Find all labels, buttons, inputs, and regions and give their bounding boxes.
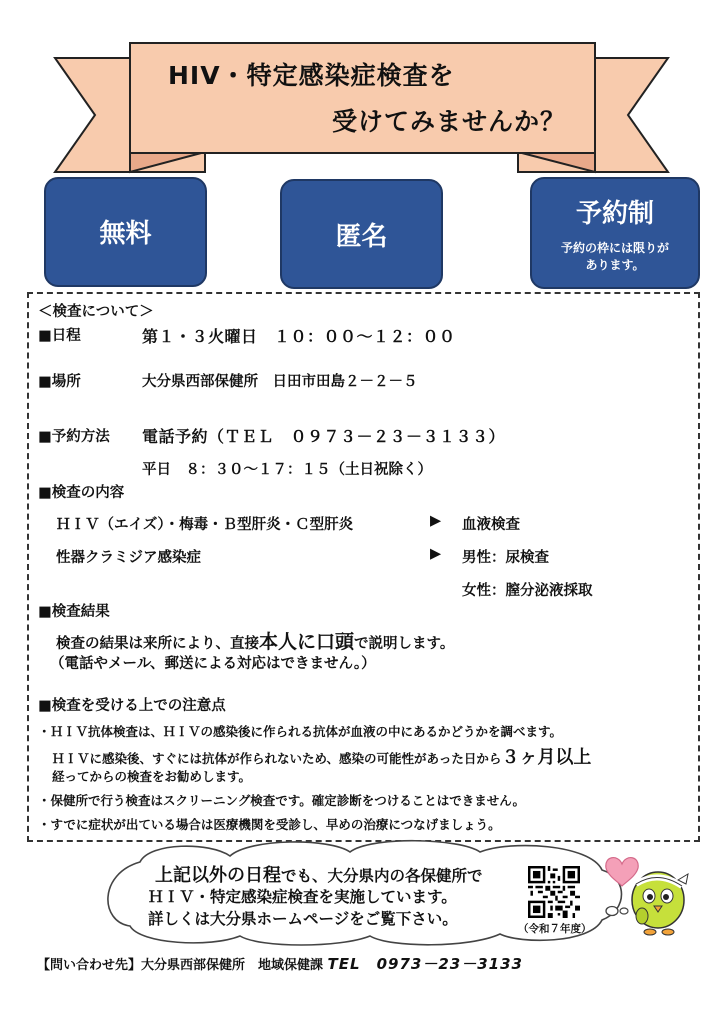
cloud-line-1-em: 上記以外の日程 <box>155 865 281 886</box>
reservation-hours: 平日 ８：３０～１７：１５（土日祝除く） <box>142 462 432 478</box>
results-line-1-b: で説明します。 <box>354 636 455 652</box>
place-value: 大分県西部保健所 日田市田島２－２－５ <box>142 374 418 390</box>
contact-label: 【問い合わせ先】大分県西部保健所 地域保健課 <box>37 958 324 973</box>
results-line-1-a: 検査の結果は来所により、直接 <box>56 636 259 652</box>
qr-code-icon[interactable] <box>528 866 580 918</box>
content-row3-right: 女性：膣分泌液採取 <box>462 583 593 599</box>
badge-free-label: 無料 <box>99 219 152 249</box>
note-3: ・保健所で行う検査はスクリーニング検査です。確定診断をつけることはできません。 <box>38 793 526 808</box>
badge-anonymous-label: 匿名 <box>335 222 388 252</box>
qr-caption: （令和７年度） <box>518 923 592 935</box>
title-line-1: HIV・特定感染症検査を <box>168 61 455 90</box>
results-label: ■検査結果 <box>38 604 110 620</box>
arrow-icon: ▶ <box>430 513 442 529</box>
content-row1-left: ＨＩＶ（エイズ）・梅毒・Ｂ型肝炎・Ｃ型肝炎 <box>56 517 354 533</box>
cloud-line-3: 詳しくは大分県ホームページをご覧下さい。 <box>148 910 458 928</box>
results-line-1-em: 本人に口頭 <box>259 631 355 653</box>
note-4: ・すでに症状が出ている場合は医療機関を受診し、早めの治療につなげましょう。 <box>38 817 501 832</box>
reservation-label: ■予約方法 <box>38 429 110 445</box>
results-line-2: （電話やメール、郵送による対応はできません。） <box>50 656 376 672</box>
badge-reservation-label: 予約制 <box>575 199 654 229</box>
notes-label: ■検査を受ける上での注意点 <box>38 698 226 714</box>
title-line-2: 受けてみませんか？ <box>332 107 567 136</box>
content-row2-left: 性器クラミジア感染症 <box>56 550 201 566</box>
content-label: ■検査の内容 <box>38 485 125 501</box>
contact-tel[interactable]: TEL 0973－23－3133 <box>327 955 523 973</box>
note-2b: 経ってからの検査をお勧めします。 <box>52 769 252 784</box>
content-row2-right: 男性：尿検査 <box>462 550 549 566</box>
schedule-value: 第１・３火曜日 １０：００～１２：００ <box>142 327 456 346</box>
content-row1-right: 血液検査 <box>462 517 520 533</box>
note-1: ・ＨＩＶ抗体検査は、ＨＩＶの感染後に作られる抗体が血液の中にあるかどうかを調べます。 <box>38 724 563 739</box>
contact-info <box>37 953 523 974</box>
schedule-label: ■日程 <box>38 328 81 344</box>
note-2a-text: ＨＩＶに感染後、すぐには抗体が作られないため、感染の可能性があった日から <box>52 751 502 766</box>
arrow-icon: ▶ <box>430 546 442 562</box>
reservation-phone: 電話予約（ＴＥＬ ０９７３－２３－３１３３） <box>142 427 506 446</box>
cloud-line-1-rest: でも、大分県内の各保健所で <box>281 867 483 885</box>
mascot-character-icon <box>600 850 692 938</box>
cloud-line-1 <box>155 861 483 887</box>
cloud-line-2: ＨＩＶ・特定感染症検査を実施しています。 <box>148 888 457 906</box>
exam-info-heading: ＜検査について＞ <box>38 304 154 320</box>
place-label: ■場所 <box>38 374 81 390</box>
badge-reservation-note-1: 予約の枠には限りが <box>560 241 669 255</box>
note-2a-em: ３ヶ月以上 <box>501 747 592 768</box>
badge-reservation-note-2: あります。 <box>585 258 645 272</box>
